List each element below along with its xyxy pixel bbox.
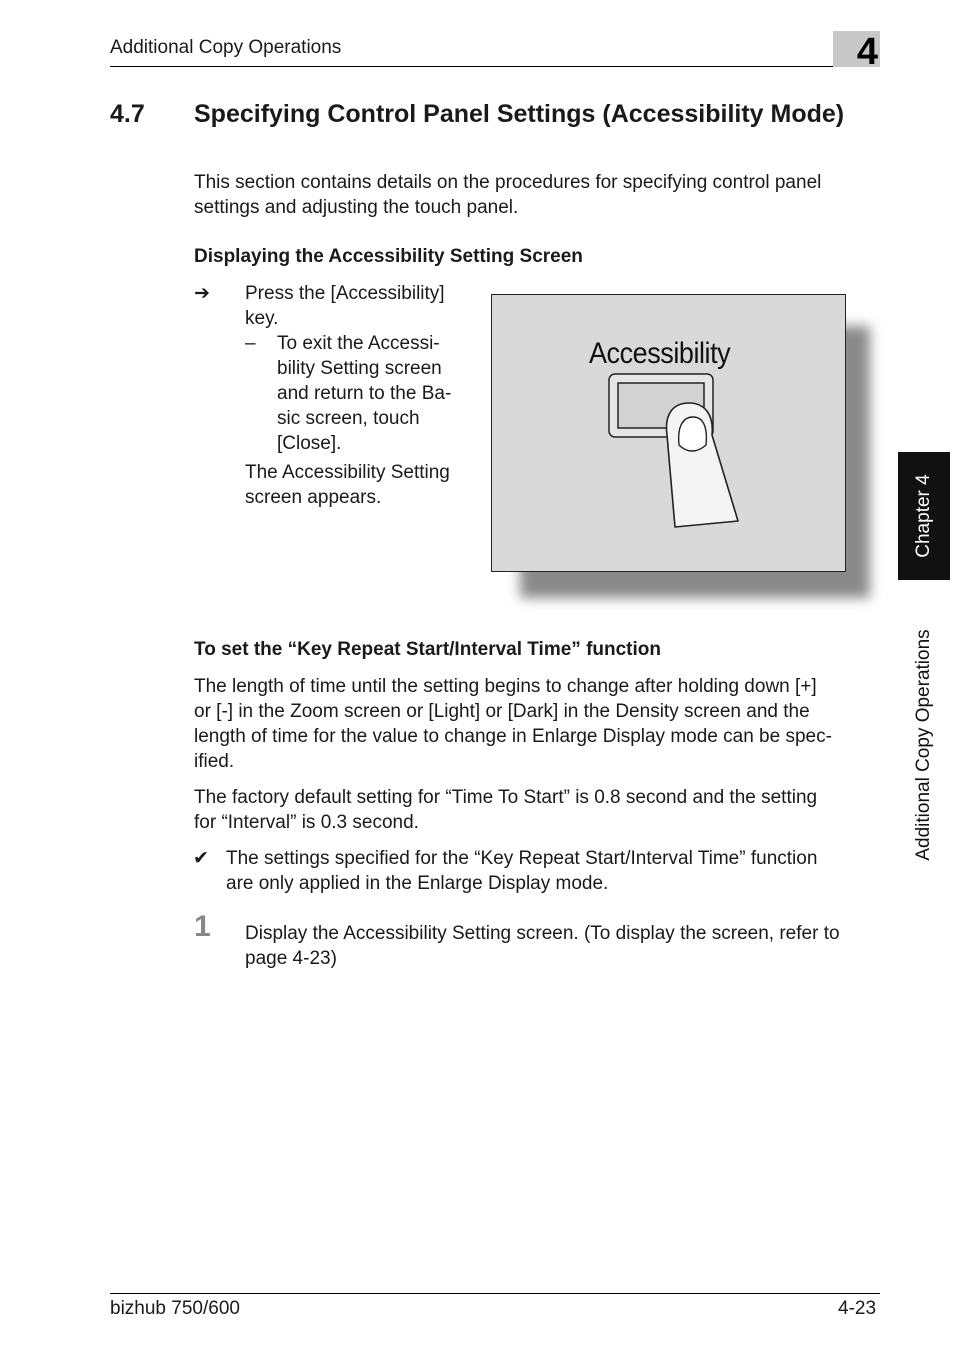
note-line: The settings specified for the “Key Repeat Start/Interval Time” function: [226, 848, 818, 869]
section-intro: This section contains details on the procedures for specifying control panel settings and adjusting the touch panel.: [194, 172, 822, 218]
sub-instruction-line: To exit the Accessi-: [277, 333, 440, 354]
subheading-display-screen: Displaying the Accessibility Setting Screen: [194, 246, 583, 267]
arrow-icon: ➔: [194, 283, 210, 304]
description-line: or [-] in the Zoom screen or [Light] or [Dark] in the Density screen and the: [194, 701, 810, 722]
checkmark-icon: ✔: [193, 848, 209, 869]
key-repeat-description: [194, 674, 832, 774]
description-line: The length of time until the setting begins to change after holding down [+]: [194, 676, 817, 697]
description-line: length of time for the value to change in Enlarge Display mode can be spec-: [194, 726, 832, 747]
sub-instruction-line: sic screen, touch: [277, 408, 420, 429]
result-line: The Accessibility Setting: [245, 462, 450, 483]
header-rule: [110, 66, 880, 67]
finger-pressing-key-icon: [492, 295, 845, 571]
instruction-step: [245, 281, 445, 331]
default-line: The factory default setting for “Time To Start” is 0.8 second and the setting: [194, 787, 818, 808]
step-number: 1: [194, 910, 211, 943]
step-line: page 4-23): [245, 948, 337, 969]
section-title: Specifying Control Panel Settings (Accessibility Mode): [194, 100, 845, 128]
side-section-tab: [898, 600, 950, 890]
footer-page-number: 4-23: [838, 1298, 877, 1319]
sub-instruction-line: [Close].: [277, 433, 342, 454]
note-line: are only applied in the Enlarge Display mode.: [226, 873, 609, 894]
chapter-number: 4: [856, 31, 878, 73]
default-line: for “Interval” is 0.3 second.: [194, 812, 419, 833]
chapter-number-tab: [833, 31, 880, 73]
result-line: screen appears.: [245, 487, 382, 508]
side-chapter-tab: [898, 452, 950, 580]
footer-rule: [110, 1293, 880, 1294]
result-text: [245, 460, 450, 510]
step-text: [245, 921, 840, 971]
sub-instruction: [277, 331, 451, 456]
subheading-key-repeat: To set the “Key Repeat Start/Interval Time” function: [194, 639, 662, 660]
instruction-line: key.: [245, 308, 279, 329]
factory-default-text: [194, 785, 817, 835]
dash-bullet: –: [245, 333, 256, 354]
side-section-label: Additional Copy Operations: [913, 629, 934, 861]
section-number: 4.7: [110, 100, 145, 128]
footer-product: bizhub 750/600: [110, 1298, 240, 1319]
note-text: [226, 846, 817, 896]
description-line: ified.: [194, 751, 235, 772]
figure-key-label: Accessibility: [589, 337, 731, 370]
step-line: Display the Accessibility Setting screen. (To display the screen, refer to: [245, 923, 840, 944]
sub-instruction-line: bility Setting screen: [277, 358, 442, 379]
instruction-line: Press the [Accessibility]: [245, 283, 445, 304]
accessibility-key-figure: [491, 294, 846, 572]
sub-instruction-line: and return to the Ba-: [277, 383, 452, 404]
side-chapter-label: Chapter 4: [913, 474, 934, 558]
running-header: Additional Copy Operations: [110, 37, 342, 58]
